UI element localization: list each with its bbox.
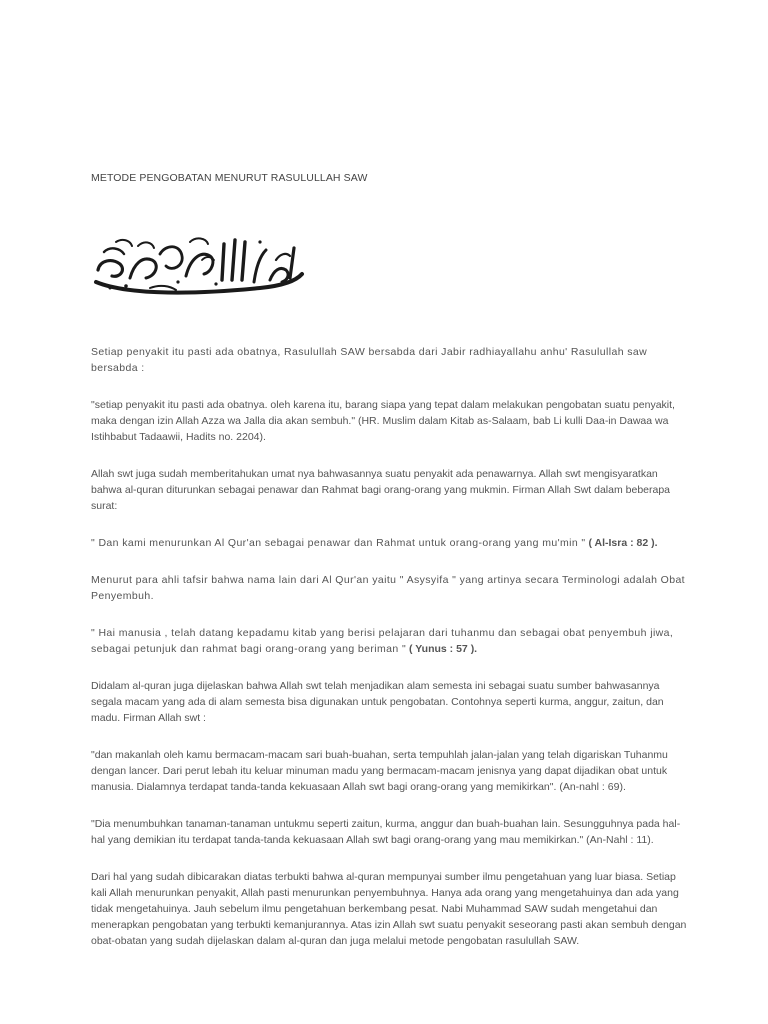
paragraph-asysyifa: Menurut para ahli tafsir bahwa nama lain dari Al Qur'an yaitu " Asysyifa " yang artinya secara Terminologi adalah Obat Penyembuh.: [91, 574, 686, 602]
paragraph-quote-isra: [91, 535, 691, 551]
quote-isra-text: " Dan kami menurunkan Al Qur'an sebagai penawar dan Rahmat untuk orang-orang yang mu'min ": [91, 537, 586, 549]
basmala-calligraphy-image: [90, 230, 306, 300]
quote-yunus-text: " Hai manusia , telah datang kepadamu kitab yang berisi pelajaran dari tuhanmu dan sebagai obat penyembuh jiwa, sebagai petunjuk dan rahmat bagi orang-orang yang beriman ": [91, 627, 674, 655]
paragraph-hadith: "setiap penyakit itu pasti ada obatnya. oleh karena itu, barang siapa yang tepat dalam melakukan pengobatan suatu penyakit, maka dengan izin Allah Azza wa Jalla dia akan sembuh." (HR. Muslim dalam Kitab as-Salaam, bab Li kulli Daa-in Dawaa wa Istihbabut Tadaawii, Hadits no. 2204).: [91, 399, 675, 443]
paragraph-quote-nahl-11: "Dia menumbuhkan tanaman-tanaman untukmu seperti zaitun, kurma, anggur dan buah-buahan lain. Sesungguhnya pada hal-hal yang demikian itu terdapat tanda-tanda kekuasaan Allah swt bagi orang-orang yang mau memikirkan." (An-Nahl : 11).: [91, 818, 681, 846]
paragraph-allah-swt: Allah swt juga sudah memberitahukan umat nya bahwasannya suatu penyakit ada penawarnya. Allah swt mengisyaratkan bahwa al-quran diturunkan sebagai penawar dan Rahmat bagi orang-orang yang mukmin. Firman Allah Swt dalam beberapa surat:: [91, 468, 671, 512]
paragraph-intro: Setiap penyakit itu pasti ada obatnya, Rasulullah SAW bersabda dari Jabir radhiayallahu anhu' Rasulullah saw bersabda :: [91, 346, 648, 374]
paragraph-alam-semesta: Didalam al-quran juga dijelaskan bahwa Allah swt telah menjadikan alam semesta ini sebagai suatu sumber bahwasannya segala macam yang ada di alam semesta bisa digunakan untuk pengobatan. Contohnya seperti kurma, anggur, zaitun, dan madu. Firman Allah swt :: [91, 680, 664, 724]
paragraph-conclusion: Dari hal yang sudah dibicarakan diatas terbukti bahwa al-quran mempunyai sumber ilmu pengetahuan yang luar biasa. Setiap kali Allah menurunkan penyakit, Allah pasti menurunkan penyembuhnya. Hanya ada orang yang mengetahuinya dan ada yang tidak mengetahuinya. Jauh sebelum ilmu pengetahuan berkembang pesat. Nabi Muhammad SAW sudah mengetahui dan menerapkan pengobatan yang terbukti kemanjurannya. Atas izin Allah swt suatu penyakit seseorang pasti akan sembuh dengan obat-obatan yang sudah dijelaskan dalam al-quran dan juga melalui metode pengobatan rasulullah SAW.: [91, 871, 687, 947]
paragraph-quote-yunus: [91, 625, 691, 657]
quote-yunus-ref: ( Yunus : 57 ).: [409, 643, 478, 655]
paragraph-quote-nahl-69: "dan makanlah oleh kamu bermacam-macam sari buah-buahan, serta tempuhlah jalan-jalan yang telah digariskan Tuhanmu dengan lancer. Dari perut lebah itu keluar minuman madu yang bermacam-macam jenisnya yang dapat dijadikan obat untuk manusia. Dialamnya terdapat tanda-tanda kekuasaan Allah swt bagi orang-orang yang memikirkan". (An-nahl : 69).: [91, 749, 668, 793]
article-body: [91, 344, 691, 970]
page-title: METODE PENGOBATAN MENURUT RASULULLAH SAW: [91, 172, 368, 184]
quote-isra-ref: ( Al-Isra : 82 ).: [588, 537, 658, 549]
